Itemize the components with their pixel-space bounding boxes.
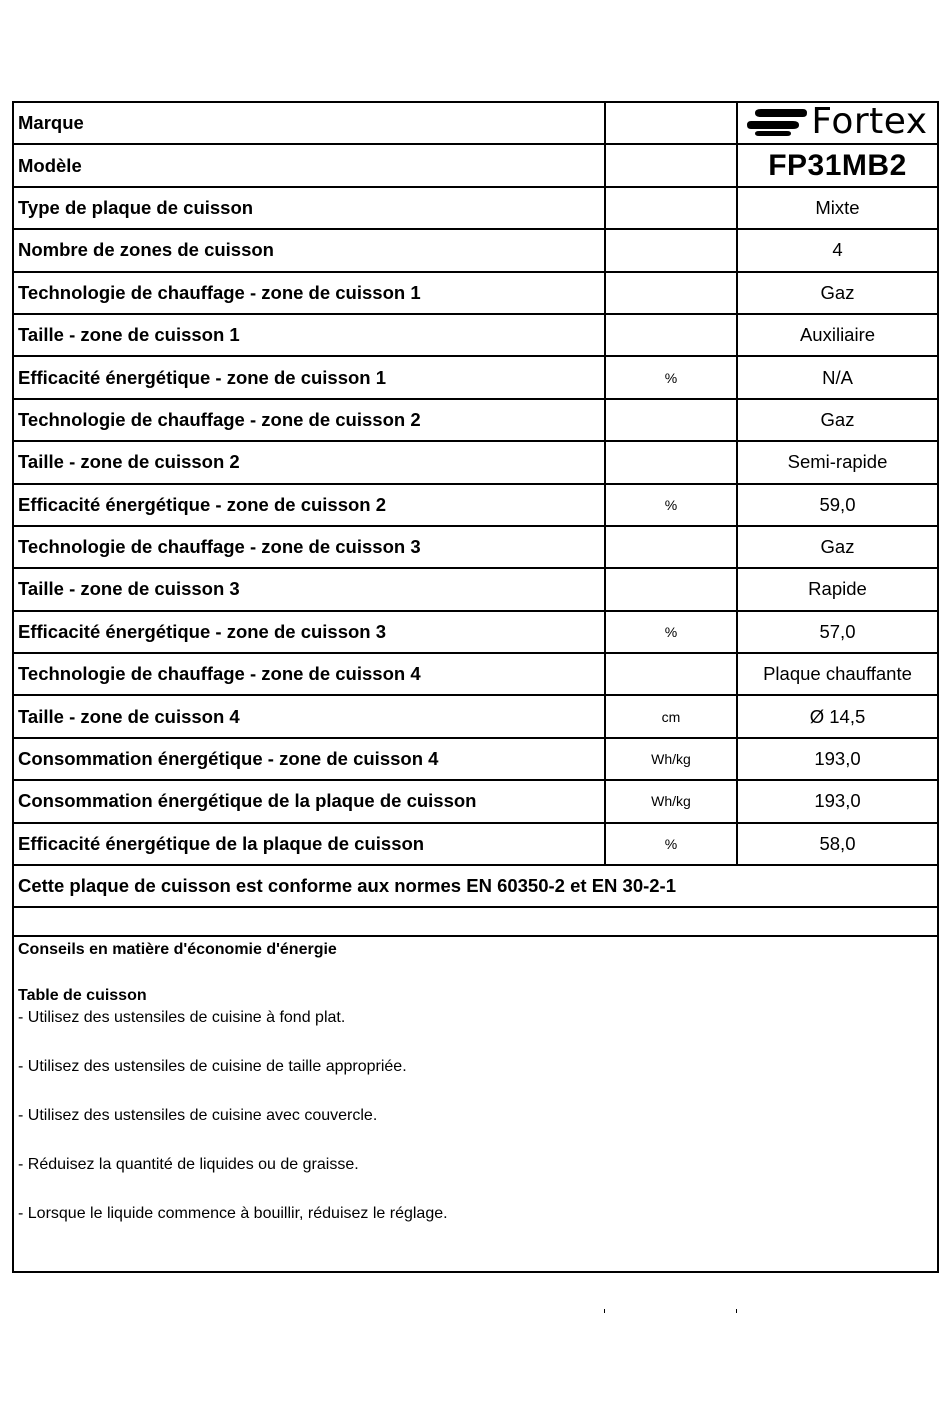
spec-row (13, 695, 938, 737)
spec-unit: Wh/kg (605, 780, 737, 822)
spec-label: Technologie de chauffage - zone de cuisson 2 (13, 399, 605, 441)
spec-unit: % (605, 611, 737, 653)
spacer-cell (13, 907, 938, 936)
spec-value: Auxiliaire (737, 314, 938, 356)
column-tick (604, 1309, 605, 1313)
column-tick (736, 1309, 737, 1313)
spec-value: Rapide (737, 568, 938, 610)
spec-unit: % (605, 484, 737, 526)
spec-value: 57,0 (737, 611, 938, 653)
tip-item: - Lorsque le liquide commence à bouillir, réduisez le réglage. (18, 1205, 448, 1223)
spec-row (13, 229, 938, 271)
spec-value: Gaz (737, 399, 938, 441)
model-label: Modèle (13, 144, 605, 186)
spec-label: Taille - zone de cuisson 2 (13, 441, 605, 483)
spec-unit (605, 229, 737, 271)
spec-row (13, 187, 938, 229)
spec-label: Taille - zone de cuisson 4 (13, 695, 605, 737)
spec-row (13, 272, 938, 314)
spec-unit: % (605, 356, 737, 398)
spec-row (13, 356, 938, 398)
spec-unit (605, 526, 737, 568)
spec-label: Taille - zone de cuisson 3 (13, 568, 605, 610)
spec-label: Efficacité énergétique - zone de cuisson 2 (13, 484, 605, 526)
spec-value: Mixte (737, 187, 938, 229)
conformity-row (13, 865, 938, 907)
spec-row (13, 653, 938, 695)
brand-logo (747, 101, 928, 143)
model-row (13, 144, 938, 186)
spec-value: 193,0 (737, 780, 938, 822)
spec-value: Gaz (737, 272, 938, 314)
spec-unit (605, 399, 737, 441)
spec-unit (605, 314, 737, 356)
spec-unit (605, 653, 737, 695)
spec-row (13, 568, 938, 610)
spec-row (13, 823, 938, 865)
spec-row (13, 526, 938, 568)
spec-value: N/A (737, 356, 938, 398)
tip-item: - Utilisez des ustensiles de cuisine avec couvercle. (18, 1107, 378, 1125)
spec-unit (605, 187, 737, 229)
spec-value: 58,0 (737, 823, 938, 865)
brand-unit (605, 102, 737, 144)
spec-label: Technologie de chauffage - zone de cuisson 1 (13, 272, 605, 314)
spec-value: Gaz (737, 526, 938, 568)
spec-row (13, 399, 938, 441)
model-unit (605, 144, 737, 186)
spec-label: Taille - zone de cuisson 1 (13, 314, 605, 356)
brand-logo-text: Fortex (811, 101, 928, 143)
tips-row (13, 936, 938, 1272)
spec-unit: Wh/kg (605, 738, 737, 780)
brand-row (13, 102, 938, 144)
model-value: FP31MB2 (737, 144, 938, 186)
spacer-row (13, 907, 938, 936)
brand-logo-cell (737, 102, 938, 144)
tips-cell (13, 936, 938, 1272)
spec-value: Plaque chauffante (737, 653, 938, 695)
spec-row (13, 611, 938, 653)
spec-row (13, 738, 938, 780)
tips-title: Conseils en matière d'économie d'énergie (18, 941, 337, 959)
spec-table (12, 101, 939, 1273)
spec-value: Semi-rapide (737, 441, 938, 483)
conformity-text: Cette plaque de cuisson est conforme aux normes EN 60350-2 et EN 30-2-1 (13, 865, 938, 907)
spec-label: Consommation énergétique de la plaque de cuisson (13, 780, 605, 822)
spec-label: Efficacité énergétique - zone de cuisson 1 (13, 356, 605, 398)
spec-row (13, 484, 938, 526)
spec-unit (605, 568, 737, 610)
spec-unit (605, 441, 737, 483)
spec-value: Ø 14,5 (737, 695, 938, 737)
tip-item: - Utilisez des ustensiles de cuisine à fond plat. (18, 1009, 346, 1027)
spec-unit (605, 272, 737, 314)
fortex-swoosh-icon (747, 107, 807, 137)
spec-label: Efficacité énergétique - zone de cuisson 3 (13, 611, 605, 653)
spec-value: 193,0 (737, 738, 938, 780)
spec-row (13, 780, 938, 822)
spec-label: Technologie de chauffage - zone de cuisson 3 (13, 526, 605, 568)
spec-value: 4 (737, 229, 938, 271)
spec-value: 59,0 (737, 484, 938, 526)
tip-item: - Réduisez la quantité de liquides ou de graisse. (18, 1156, 359, 1174)
brand-label: Marque (13, 102, 605, 144)
spec-label: Type de plaque de cuisson (13, 187, 605, 229)
spec-label: Consommation énergétique - zone de cuisson 4 (13, 738, 605, 780)
spec-label: Technologie de chauffage - zone de cuisson 4 (13, 653, 605, 695)
spec-row (13, 314, 938, 356)
spec-unit: % (605, 823, 737, 865)
spec-row (13, 441, 938, 483)
spec-label: Efficacité énergétique de la plaque de cuisson (13, 823, 605, 865)
tip-item: - Utilisez des ustensiles de cuisine de taille appropriée. (18, 1058, 407, 1076)
tips-subtitle: Table de cuisson (18, 987, 147, 1005)
spec-unit: cm (605, 695, 737, 737)
product-fiche (12, 101, 937, 1273)
spec-label: Nombre de zones de cuisson (13, 229, 605, 271)
